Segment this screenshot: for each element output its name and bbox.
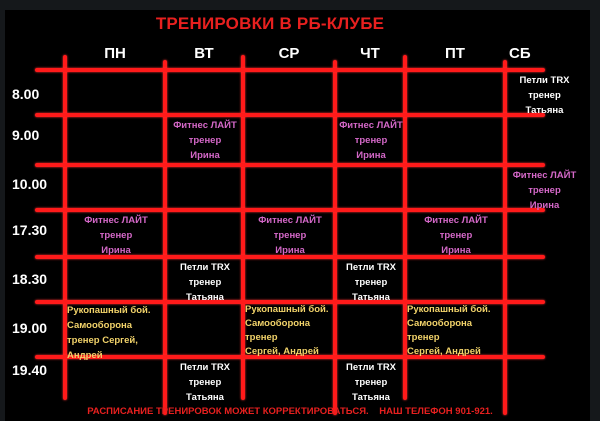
session-combat <box>245 303 337 359</box>
session-line: Рукопашный бой. <box>407 304 491 315</box>
session-line: Сергей, Андрей <box>407 346 481 357</box>
session-line: Самооборона <box>245 318 311 329</box>
session-line: Фитнес ЛАЙТ <box>339 120 403 131</box>
session-fitness <box>66 213 166 258</box>
session-fitness <box>244 213 336 258</box>
session-line: Ирина <box>356 150 386 161</box>
session-line: тренер <box>354 135 388 146</box>
time-label: 19.40 <box>12 362 48 378</box>
schedule-title: ТРЕНИРОВКИ В РБ-КЛУБЕ <box>155 14 385 33</box>
session-fitness <box>166 118 244 163</box>
session-line: Фитнес ЛАЙТ <box>424 215 488 226</box>
session-line: Ирина <box>101 245 131 256</box>
session-line: Петли TRX <box>345 362 397 373</box>
session-line: Татьяна <box>525 105 564 116</box>
session-line: тренер <box>188 377 222 388</box>
session-line: Рукопашный бой. <box>67 305 151 316</box>
session-line: Фитнес ЛАЙТ <box>512 170 577 181</box>
session-line: Петли TRX <box>519 75 570 86</box>
session-line: тренер <box>528 185 561 196</box>
time-label: 17.30 <box>12 222 48 238</box>
schedule-footer-note: РАСПИСАНИЕ ТРЕНИРОВОК МОЖЕТ КОРРЕКТИРОВАТЬСЯ. НАШ ТЕЛЕФОН 901-921. <box>87 406 493 417</box>
session-line: Татьяна <box>352 392 390 403</box>
session-line: тренер <box>528 90 561 101</box>
session-line: Ирина <box>441 245 471 256</box>
session-line: тренер <box>354 277 388 288</box>
session-line: тренер <box>188 277 222 288</box>
time-label: 9.00 <box>12 127 40 143</box>
session-fitness <box>506 168 583 213</box>
session-line: Сергей, Андрей <box>245 346 319 357</box>
time-label: 19.00 <box>12 320 48 336</box>
session-line: Андрей <box>67 350 103 361</box>
session-line: Ирина <box>190 150 220 161</box>
time-label: 10.00 <box>12 176 48 192</box>
session-line: Татьяна <box>186 392 224 403</box>
session-line: тренер <box>354 377 388 388</box>
grid-horizontal-line <box>35 208 545 212</box>
session-line: тренер <box>273 230 307 241</box>
session-trx <box>336 260 406 305</box>
session-line: Татьяна <box>186 292 224 303</box>
session-line: Фитнес ЛАЙТ <box>258 215 322 226</box>
session-combat <box>407 303 507 359</box>
session-fitness <box>406 213 506 258</box>
time-label: 8.00 <box>12 86 40 102</box>
session-fitness <box>336 118 406 163</box>
session-line: Фитнес ЛАЙТ <box>84 215 148 226</box>
session-line: Петли TRX <box>345 262 397 273</box>
session-line: Татьяна <box>352 292 390 303</box>
session-line: Рукопашный бой. <box>245 304 329 315</box>
session-line: Самооборона <box>407 318 473 329</box>
session-combat <box>67 303 167 363</box>
grid-horizontal-line <box>35 68 545 72</box>
session-line: тренер Сергей, <box>67 335 138 346</box>
session-trx <box>166 360 244 405</box>
day-header: ВТ <box>194 45 214 62</box>
time-label: 18.30 <box>12 271 48 287</box>
session-line: Петли TRX <box>179 262 231 273</box>
session-line: Фитнес ЛАЙТ <box>173 120 237 131</box>
day-header: ПН <box>104 45 126 62</box>
session-line: Самооборона <box>67 320 133 331</box>
day-header: СР <box>278 45 300 62</box>
day-header: ЧТ <box>360 45 380 62</box>
grid-horizontal-line <box>35 113 545 117</box>
session-line: тренер <box>245 332 278 343</box>
session-trx <box>336 360 406 405</box>
day-header: ПТ <box>445 45 465 62</box>
session-trx <box>506 73 583 118</box>
day-header: СБ <box>509 45 531 62</box>
session-trx <box>166 260 244 305</box>
session-line: тренер <box>439 230 473 241</box>
grid-horizontal-line <box>35 163 545 167</box>
session-line: Петли TRX <box>179 362 231 373</box>
session-line: тренер <box>188 135 222 146</box>
session-line: Ирина <box>529 200 560 211</box>
session-line: тренер <box>407 332 440 343</box>
session-line: Ирина <box>275 245 305 256</box>
session-line: тренер <box>99 230 133 241</box>
